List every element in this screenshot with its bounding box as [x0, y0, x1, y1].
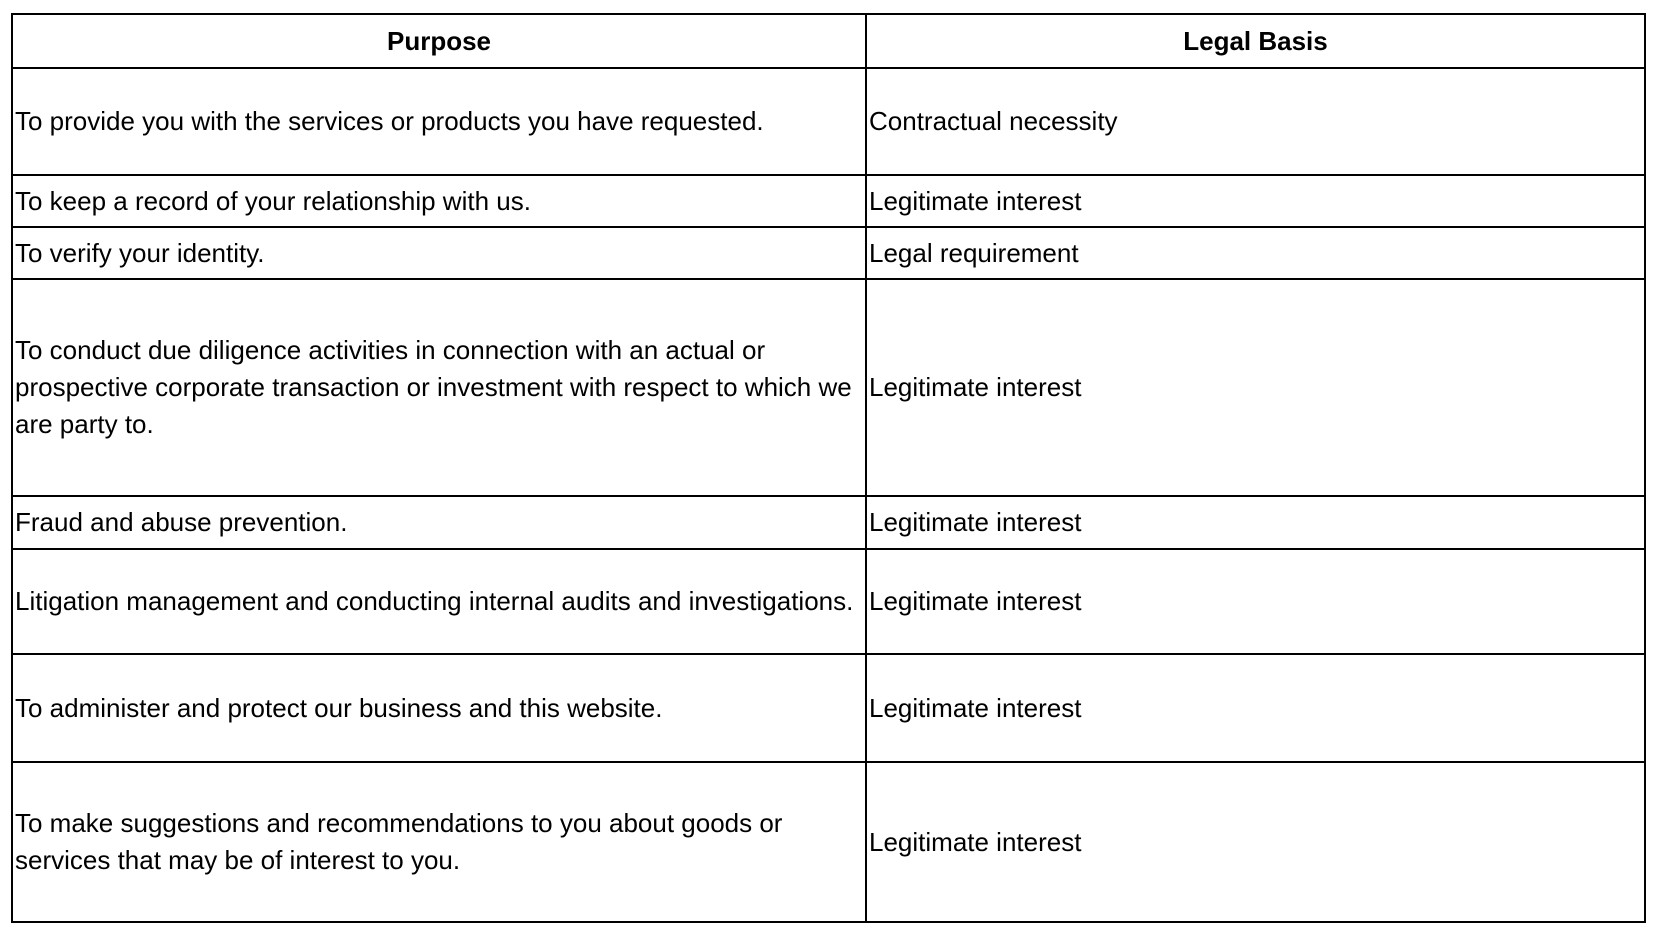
legal-basis-cell: Legitimate interest: [866, 279, 1645, 496]
table-row: [12, 762, 1645, 922]
table-row: [12, 496, 1645, 549]
legal-basis-cell: Legitimate interest: [866, 762, 1645, 922]
table-row: [12, 549, 1645, 654]
legal-basis-cell: Legitimate interest: [866, 654, 1645, 762]
table-header-row: [12, 14, 1645, 68]
purpose-cell: To keep a record of your relationship with us.: [12, 175, 866, 227]
table-row: [12, 68, 1645, 175]
header-purpose: Purpose: [12, 14, 866, 68]
legal-basis-cell: Legitimate interest: [866, 175, 1645, 227]
purpose-cell: Litigation management and conducting internal audits and investigations.: [12, 549, 866, 654]
table-row: [12, 279, 1645, 496]
purpose-cell: To conduct due diligence activities in connection with an actual or prospective corporate transaction or investment with respect to which we are party to.: [12, 279, 866, 496]
purpose-cell: To administer and protect our business and this website.: [12, 654, 866, 762]
purpose-cell: Fraud and abuse prevention.: [12, 496, 866, 549]
purpose-cell: To make suggestions and recommendations to you about goods or services that may be of interest to you.: [12, 762, 866, 922]
header-legal-basis: Legal Basis: [866, 14, 1645, 68]
table-row: [12, 654, 1645, 762]
legal-basis-cell: Legitimate interest: [866, 549, 1645, 654]
legal-basis-cell: Legitimate interest: [866, 496, 1645, 549]
legal-basis-cell: Legal requirement: [866, 227, 1645, 279]
purpose-legal-basis-table: [11, 13, 1646, 923]
table-row: [12, 175, 1645, 227]
document-page: [11, 13, 1646, 923]
purpose-cell: To verify your identity.: [12, 227, 866, 279]
legal-basis-cell: Contractual necessity: [866, 68, 1645, 175]
purpose-cell: To provide you with the services or products you have requested.: [12, 68, 866, 175]
table-row: [12, 227, 1645, 279]
